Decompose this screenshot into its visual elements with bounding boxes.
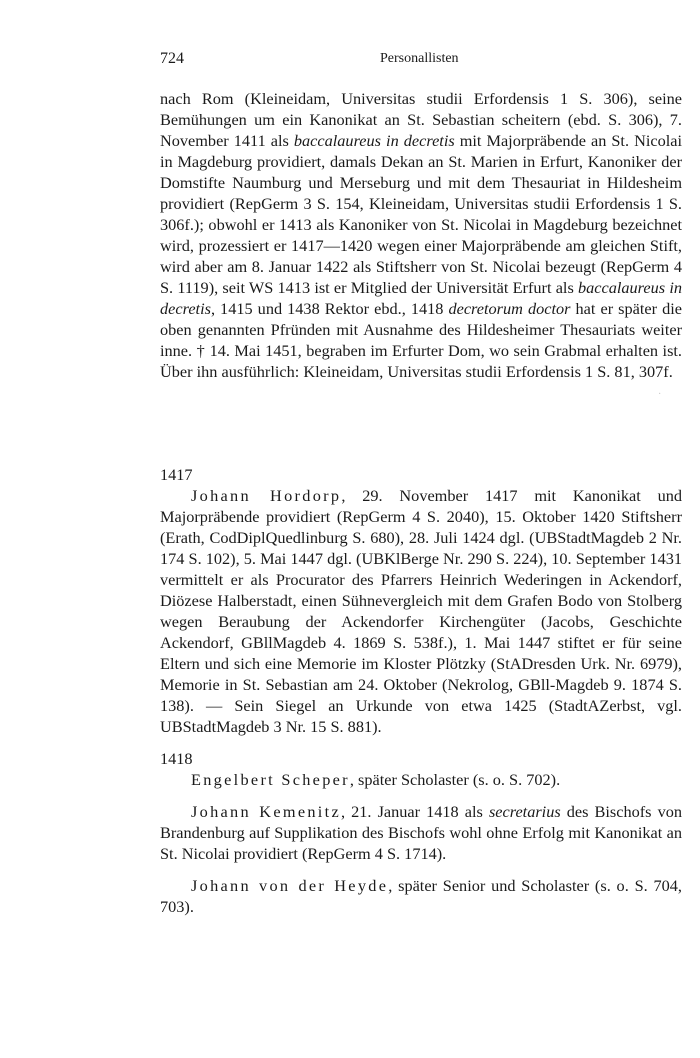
section-year: 1418 <box>160 749 193 768</box>
entry-name: Johann von der Heyde <box>191 876 389 895</box>
entry-text: , 21. Januar 1418 als <box>341 802 489 821</box>
intro-italic-3: decretorum doctor <box>448 299 571 318</box>
entry-scheper <box>160 769 682 790</box>
intro-paragraph <box>160 88 682 382</box>
entry-text: , 29. November 1417 mit Kanonikat und Majorpräbende providiert (RepGerm 4 S. 2040), 15. Oktober 1420 Stiftsherr (Erath, CodDiplQuedlinburg S. 680), 28. Juli 1424 dgl. (UBStadtMagdeb 2 Nr. 174 S. 102), 5. Mai 1447 dgl. (UBKlBerge Nr. 290 S. 224), 10. September 1431 vermittelt er als Procurator des Pfarrers Heinrich Wederingen in Ackendorf, Diözese Halberstadt, einen Sühnevergleich mit dem Grafen Bodo von Stolberg wegen Beraubung der Ackendorfer Kirchengüter (Jacobs, Geschichte Ackendorf, GBllMagdeb 4. 1869 S. 538f.), 1. Mai 1447 stiftet er für seine Eltern und sich eine Memorie im Kloster Plötzky (StADresden Urk. Nr. 6979), Memorie in St. Sebastian am 24. Oktober (Nekrolog, GBll-Magdeb 9. 1874 S. 138). — Sein Siegel an Urkunde von etwa 1425 (StadtAZerbst, vgl. UBStadtMagdeb 3 Nr. 15 S. 881). <box>160 486 682 736</box>
page-header <box>160 50 682 70</box>
page-number: 724 <box>160 50 184 67</box>
entry-gap <box>160 864 682 875</box>
section-year: 1417 <box>160 465 193 484</box>
intro-text-2: mit Majorpräbende an St. Nicolai in Magdeburg providiert, damals Dekan an St. Marien in Erfurt, Kanoniker der Domstifte Naumburg und Merseburg und mit dem Thesauriat in Hildesheim providiert (RepGerm 3 S. 154, Kleineidam, Universitas studii Erfordensis 1 S. 306f.); obwohl er 1413 als Kanoniker von St. Nicolai in Magdeburg bezeichnet wird, prozessiert er 1417—1420 wegen einer Majorpräbende am gleichen Stift, wird aber am 8. Januar 1422 als Stiftsherr von St. Nicolai bezeugt (RepGerm 4 S. 1119), seit WS 1413 ist er Mitglied der Universität Erfurt als <box>160 131 682 297</box>
entry-hordorp <box>160 485 682 737</box>
entry-name: Engelbert Scheper <box>191 770 350 789</box>
entry-gap <box>160 790 682 801</box>
running-head: Personallisten <box>380 51 459 66</box>
scan-mark: · <box>658 389 662 400</box>
intro-text-3: , 1415 und 1438 Rektor ebd., 1418 <box>210 299 449 318</box>
intro-section <box>160 88 682 382</box>
intro-italic-2: baccalaureus in decretis <box>160 278 682 318</box>
section-1417 <box>160 464 682 737</box>
entry-text: , später Scholaster (s. o. S. 702). <box>349 770 561 789</box>
section-1418 <box>160 748 682 917</box>
entry-italic: secretarius <box>488 802 561 821</box>
entry-text: , später Senior und Scholaster (s. o. S. 704, 703). <box>160 876 682 916</box>
intro-text-1: nach Rom (Kleineidam, Universitas studii Erfordensis 1 S. 306), seine Bemühungen um ein Kanonikat an St. Sebastian scheitern (ebd. S. 306), 7. November 1411 als <box>160 89 682 150</box>
intro-italic-1: baccalaureus in decretis <box>293 131 455 150</box>
entry-kemenitz <box>160 801 682 864</box>
entry-name: Johann Hordorp <box>191 486 342 505</box>
entry-heyde <box>160 875 682 917</box>
entry-name: Johann Kemenitz <box>191 802 341 821</box>
intro-text-4: hat er später die oben genannten Pfründen mit Ausnahme des Hildesheimer Thesauriats weiter inne. † 14. Mai 1451, begraben im Erfurter Dom, wo sein Grabmal erhalten ist. Über ihn ausführlich: Kleineidam, Universitas studii Erfordensis 1 S. 81, 307f. <box>160 299 682 381</box>
entry-text: des Bischofs von Brandenburg auf Supplikation des Bischofs wohl ohne Erfolg mit Kanonikat an St. Nicolai providiert (RepGerm 4 S. 1714). <box>160 802 683 863</box>
